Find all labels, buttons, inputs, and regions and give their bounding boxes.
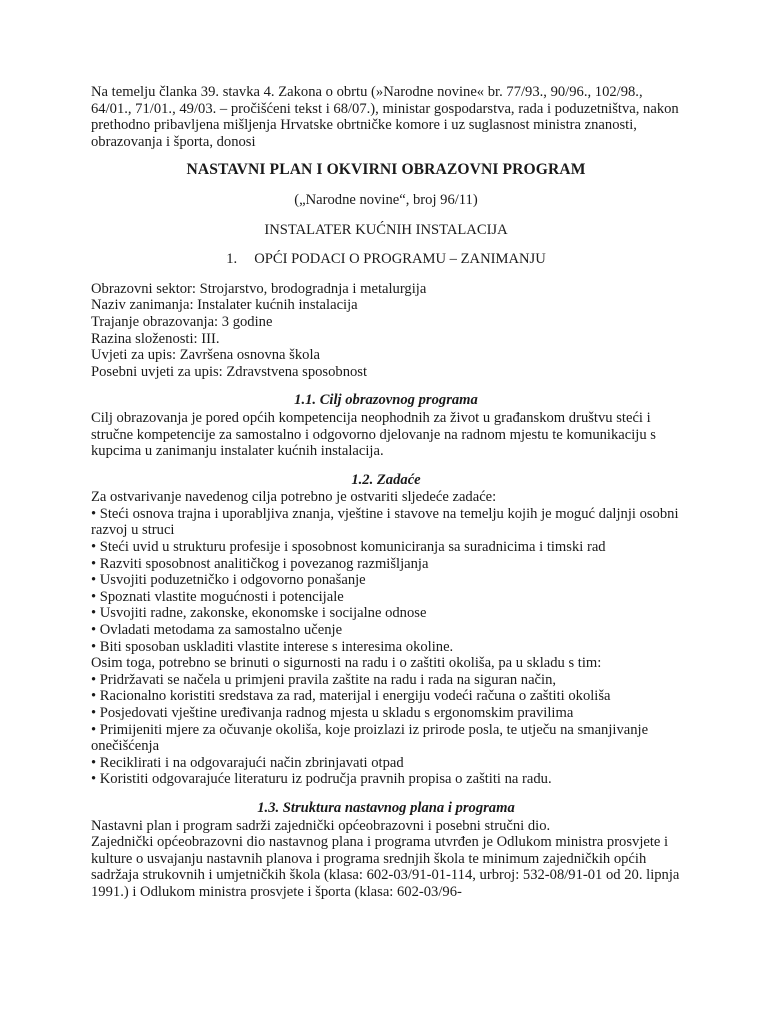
section-1-3-paragraph: Zajednički općeobrazovni dio nastavnog plana i programa utvrđen je Odlukom ministra prosvjete i kulture o usvajanju nastavnih planova i programa srednjih škola te minimum zajedničkih općih sadržaja strukovnih i umjetničkih škola (klasa: 602-03/91-01-114, urbroj: 532-08/91-01 od 20. lipnja 1991.) i Odlukom ministra prosvjete i športa (klasa: 602-03/96- <box>91 834 680 900</box>
general-data-item: Uvjeti za upis: Završena osnovna škola <box>91 347 320 364</box>
safety-item: • Primijeniti mjere za očuvanje okoliša, koje proizlazi iz prirode posla, te utječu na smanjivanje onečišćenja <box>91 721 649 755</box>
safety-item: • Racionalno koristiti sredstava za rad, materijal i energiju vodeći računa o zaštiti okoliša <box>91 688 611 705</box>
section-1-2-heading: 1.2. Zadaće <box>351 471 421 488</box>
section-1-3-heading: 1.3. Struktura nastavnog plana i programa <box>257 799 515 816</box>
task-item: • Steći osnova trajna i uporabljiva znanja, vještine i stavove na temelju kojih je moguć daljnji osobni razvoj u struci <box>91 505 679 539</box>
intro-paragraph: Na temelju članka 39. stavka 4. Zakona o obrtu (»Narodne novine« br. 77/93., 90/96., 102/98., 64/01., 71/01., 49/03. – pročišćeni tekst i 68/07.), ministar gospodarstva, rada i poduzetništva, nakon prethodno pribavljena mišljenja Hrvatske obrtničke komore i uz suglasnost ministra znanosti, obrazovanja i športa, donosi <box>91 84 679 150</box>
general-data-item: Naziv zanimanja: Instalater kućnih instalacija <box>91 297 358 314</box>
gazette-reference: („Narodne novine“, broj 96/11) <box>294 191 478 208</box>
general-data-item: Obrazovni sektor: Strojarstvo, brodogradnja i metalurgija <box>91 280 427 297</box>
safety-item: • Koristiti odgovarajuće literaturu iz područja pravnih propisa o zaštiti na radu. <box>91 771 552 788</box>
general-data-list <box>91 281 681 381</box>
safety-item: • Pridržavati se načela u primjeni pravila zaštite na radu i rada na siguran način, <box>91 671 557 688</box>
task-item: • Steći uvid u strukturu profesije i sposobnost komuniciranja sa suradnicima i timski rad <box>91 539 606 556</box>
section-1-2-body <box>91 489 681 788</box>
task-item: • Spoznati vlastite mogućnosti i potencijale <box>91 588 344 605</box>
general-data-item: Posebni uvjeti za upis: Zdravstvena sposobnost <box>91 363 368 380</box>
section-1-number: 1. <box>226 251 238 268</box>
task-item: • Ovladati metodama za samostalno učenje <box>91 622 343 639</box>
section-1-1-heading: 1.1. Cilj obrazovnog programa <box>294 392 478 409</box>
task-item: • Biti sposoban uskladiti vlastite interese s interesima okoline. <box>91 638 454 655</box>
section-1-title: OPĆI PODACI O PROGRAMU – ZANIMANJU <box>254 251 546 268</box>
general-data-item: Razina složenosti: III. <box>91 330 220 347</box>
document-title: NASTAVNI PLAN I OKVIRNI OBRAZOVNI PROGRAM <box>186 161 586 179</box>
safety-lead: Osim toga, potrebno se brinuti o sigurnosti na radu i o zaštiti okoliša, pa u skladu s tim: <box>91 655 602 672</box>
task-item: • Usvojiti radne, zakonske, ekonomske i socijalne odnose <box>91 605 427 622</box>
safety-item: • Posjedovati vještine uređivanja radnog mjesta u skladu s ergonomskim pravilima <box>91 705 574 721</box>
safety-item: • Reciklirati i na odgovarajući način zbrinjavati otpad <box>91 754 404 771</box>
general-data-item: Trajanje obrazovanja: 3 godine <box>91 313 273 330</box>
tasks-lead: Za ostvarivanje navedenog cilja potrebno je ostvariti sljedeće zadaće: <box>91 489 497 506</box>
section-1-heading <box>91 251 681 268</box>
task-item: • Razviti sposobnost analitičkog i povezanog razmišljanja <box>91 555 429 572</box>
task-item: • Usvojiti poduzetničko i odgovorno ponašanje <box>91 572 366 589</box>
document-page <box>91 84 681 901</box>
section-1-1-text: Cilj obrazovanja je pored općih kompetencija neophodnih za život u građanskom društvu steći i stručne kompetencije za samostalno i odgovorno djelovanje na radnom mjestu te komunikaciju s kupcima u zanimanju instalater kućnih instalacija. <box>91 409 656 460</box>
occupation-title: INSTALATER KUĆNIH INSTALACIJA <box>264 221 508 238</box>
section-1-3-paragraph: Nastavni plan i program sadrži zajednički općeobrazovni i posebni stručni dio. <box>91 817 551 834</box>
